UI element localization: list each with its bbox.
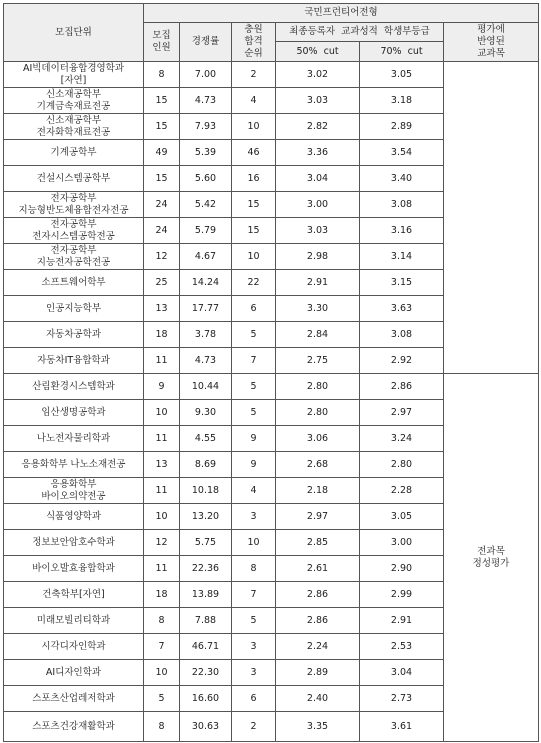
table-row (4, 62, 539, 88)
quota-cell: 5 (144, 686, 180, 712)
ratio-cell: 4.73 (180, 348, 232, 374)
quota-cell: 9 (144, 374, 180, 400)
unit-cell: 식품영양학과 (4, 504, 144, 530)
cut70-cell: 2.28 (360, 478, 444, 504)
cut50-cell: 2.18 (276, 478, 360, 504)
quota-cell: 11 (144, 426, 180, 452)
quota-cell: 18 (144, 322, 180, 348)
quota-cell: 12 (144, 530, 180, 556)
reflected-subjects-cell-empty (444, 62, 539, 374)
waitlist-rank-cell: 7 (232, 582, 276, 608)
cut70-cell: 3.40 (360, 166, 444, 192)
ratio-cell: 9.30 (180, 400, 232, 426)
cut50-cell: 2.86 (276, 582, 360, 608)
unit-cell: 신소재공학부 기계금속재료전공 (4, 88, 144, 114)
ratio-cell: 22.30 (180, 660, 232, 686)
cut50-cell: 2.40 (276, 686, 360, 712)
ratio-cell: 7.00 (180, 62, 232, 88)
quota-cell: 10 (144, 660, 180, 686)
waitlist-rank-cell: 5 (232, 322, 276, 348)
cut50-cell: 3.36 (276, 140, 360, 166)
quota-cell: 11 (144, 556, 180, 582)
cut70-cell: 2.80 (360, 452, 444, 478)
ratio-cell: 5.79 (180, 218, 232, 244)
quota-cell: 24 (144, 218, 180, 244)
waitlist-rank-cell: 2 (232, 712, 276, 742)
ratio-cell: 5.42 (180, 192, 232, 218)
cut70-cell: 3.24 (360, 426, 444, 452)
quota-cell: 10 (144, 400, 180, 426)
table-row (4, 374, 539, 400)
waitlist-rank-cell: 3 (232, 660, 276, 686)
unit-cell: 응용화학부 바이오의약전공 (4, 478, 144, 504)
ratio-cell: 22.36 (180, 556, 232, 582)
unit-cell: 바이오발효융합학과 (4, 556, 144, 582)
waitlist-rank-cell: 5 (232, 374, 276, 400)
cut70-cell: 2.86 (360, 374, 444, 400)
ratio-cell: 4.55 (180, 426, 232, 452)
waitlist-rank-cell: 6 (232, 686, 276, 712)
cut50-cell: 2.91 (276, 270, 360, 296)
cut50-cell: 3.35 (276, 712, 360, 742)
cut50-cell: 2.80 (276, 400, 360, 426)
waitlist-rank-cell: 10 (232, 530, 276, 556)
ratio-cell: 13.89 (180, 582, 232, 608)
cut50-cell: 2.86 (276, 608, 360, 634)
admissions-results-table (3, 3, 539, 742)
cut50-cell: 2.24 (276, 634, 360, 660)
cut70-cell: 3.63 (360, 296, 444, 322)
quota-cell: 12 (144, 244, 180, 270)
ratio-cell: 8.69 (180, 452, 232, 478)
unit-cell: AI디자인학과 (4, 660, 144, 686)
quota-cell: 8 (144, 712, 180, 742)
cut50-cell: 3.30 (276, 296, 360, 322)
cut70-cell: 2.92 (360, 348, 444, 374)
cut50-cell: 3.03 (276, 88, 360, 114)
unit-cell: 응용화학부 나노소재전공 (4, 452, 144, 478)
quota-cell: 10 (144, 504, 180, 530)
header-track: 국민프런티어전형 (144, 4, 539, 23)
cut50-cell: 2.80 (276, 374, 360, 400)
waitlist-rank-cell: 22 (232, 270, 276, 296)
ratio-cell: 4.73 (180, 88, 232, 114)
unit-cell: 자동차공학과 (4, 322, 144, 348)
quota-cell: 13 (144, 452, 180, 478)
ratio-cell: 7.88 (180, 608, 232, 634)
cut70-cell: 3.08 (360, 322, 444, 348)
unit-cell: 미래모빌리티학과 (4, 608, 144, 634)
quota-cell: 8 (144, 608, 180, 634)
waitlist-rank-cell: 9 (232, 452, 276, 478)
header-reflected-subjects: 평가에 반영된 교과목 (444, 23, 539, 62)
reflected-subjects-all: 전과목 정성평가 (444, 374, 539, 742)
quota-cell: 13 (144, 296, 180, 322)
unit-cell: AI빅데이터융합경영학과 [자연] (4, 62, 144, 88)
waitlist-rank-cell: 16 (232, 166, 276, 192)
cut70-cell: 2.91 (360, 608, 444, 634)
ratio-cell: 5.75 (180, 530, 232, 556)
quota-cell: 8 (144, 62, 180, 88)
header-waitlist-rank: 충원 합격 순위 (232, 23, 276, 62)
cut70-cell: 3.18 (360, 88, 444, 114)
unit-cell: 자동차IT융합학과 (4, 348, 144, 374)
cut70-cell: 3.05 (360, 62, 444, 88)
cut70-cell: 2.73 (360, 686, 444, 712)
waitlist-rank-cell: 3 (232, 634, 276, 660)
cut50-cell: 2.61 (276, 556, 360, 582)
quota-cell: 24 (144, 192, 180, 218)
waitlist-rank-cell: 6 (232, 296, 276, 322)
quota-cell: 15 (144, 88, 180, 114)
header-grades: 최종등록자 교과성적 학생부등급 (276, 23, 444, 42)
cut70-cell: 3.15 (360, 270, 444, 296)
ratio-cell: 46.71 (180, 634, 232, 660)
cut50-cell: 3.02 (276, 62, 360, 88)
cut70-cell: 3.08 (360, 192, 444, 218)
cut70-cell: 2.99 (360, 582, 444, 608)
cut50-cell: 3.06 (276, 426, 360, 452)
ratio-cell: 3.78 (180, 322, 232, 348)
cut70-cell: 3.16 (360, 218, 444, 244)
cut70-cell: 3.05 (360, 504, 444, 530)
quota-cell: 15 (144, 114, 180, 140)
unit-cell: 스포츠산업레저학과 (4, 686, 144, 712)
ratio-cell: 5.39 (180, 140, 232, 166)
waitlist-rank-cell: 9 (232, 426, 276, 452)
cut50-cell: 2.85 (276, 530, 360, 556)
table-body (4, 62, 539, 742)
waitlist-rank-cell: 2 (232, 62, 276, 88)
cut50-cell: 3.04 (276, 166, 360, 192)
cut50-cell: 2.75 (276, 348, 360, 374)
unit-cell: 임산생명공학과 (4, 400, 144, 426)
waitlist-rank-cell: 5 (232, 400, 276, 426)
unit-cell: 스포츠건강재활학과 (4, 712, 144, 742)
cut50-cell: 2.82 (276, 114, 360, 140)
waitlist-rank-cell: 15 (232, 218, 276, 244)
cut70-cell: 3.04 (360, 660, 444, 686)
cut50-cell: 2.98 (276, 244, 360, 270)
ratio-cell: 10.44 (180, 374, 232, 400)
unit-cell: 소프트웨어학부 (4, 270, 144, 296)
cut70-cell: 2.97 (360, 400, 444, 426)
unit-cell: 정보보안암호수학과 (4, 530, 144, 556)
unit-cell: 시각디자인학과 (4, 634, 144, 660)
cut50-cell: 2.68 (276, 452, 360, 478)
header-quota: 모집 인원 (144, 23, 180, 62)
cut50-cell: 2.89 (276, 660, 360, 686)
header-cut70: 70% cut (360, 42, 444, 62)
cut70-cell: 3.14 (360, 244, 444, 270)
quota-cell: 11 (144, 348, 180, 374)
cut70-cell: 3.61 (360, 712, 444, 742)
cut50-cell: 3.00 (276, 192, 360, 218)
cut50-cell: 2.97 (276, 504, 360, 530)
quota-cell: 25 (144, 270, 180, 296)
ratio-cell: 7.93 (180, 114, 232, 140)
cut70-cell: 2.89 (360, 114, 444, 140)
unit-cell: 전자공학부 지능형반도체융합전자전공 (4, 192, 144, 218)
unit-cell: 인공지능학부 (4, 296, 144, 322)
quota-cell: 49 (144, 140, 180, 166)
unit-cell: 전자공학부 전자시스템공학전공 (4, 218, 144, 244)
quota-cell: 15 (144, 166, 180, 192)
cut50-cell: 2.84 (276, 322, 360, 348)
waitlist-rank-cell: 4 (232, 478, 276, 504)
waitlist-rank-cell: 5 (232, 608, 276, 634)
ratio-cell: 30.63 (180, 712, 232, 742)
quota-cell: 18 (144, 582, 180, 608)
ratio-cell: 13.20 (180, 504, 232, 530)
header-unit: 모집단위 (4, 4, 144, 62)
ratio-cell: 10.18 (180, 478, 232, 504)
unit-cell: 산림환경시스템학과 (4, 374, 144, 400)
waitlist-rank-cell: 10 (232, 244, 276, 270)
waitlist-rank-cell: 8 (232, 556, 276, 582)
unit-cell: 전자공학부 지능전자공학전공 (4, 244, 144, 270)
waitlist-rank-cell: 7 (232, 348, 276, 374)
waitlist-rank-cell: 15 (232, 192, 276, 218)
header-cut50: 50% cut (276, 42, 360, 62)
ratio-cell: 16.60 (180, 686, 232, 712)
waitlist-rank-cell: 46 (232, 140, 276, 166)
ratio-cell: 17.77 (180, 296, 232, 322)
waitlist-rank-cell: 3 (232, 504, 276, 530)
ratio-cell: 14.24 (180, 270, 232, 296)
quota-cell: 7 (144, 634, 180, 660)
cut70-cell: 2.90 (360, 556, 444, 582)
unit-cell: 건축학부[자연] (4, 582, 144, 608)
ratio-cell: 4.67 (180, 244, 232, 270)
cut70-cell: 2.53 (360, 634, 444, 660)
waitlist-rank-cell: 4 (232, 88, 276, 114)
unit-cell: 신소재공학부 전자화학재료전공 (4, 114, 144, 140)
quota-cell: 11 (144, 478, 180, 504)
waitlist-rank-cell: 10 (232, 114, 276, 140)
cut70-cell: 3.00 (360, 530, 444, 556)
cut50-cell: 3.03 (276, 218, 360, 244)
unit-cell: 건설시스템공학부 (4, 166, 144, 192)
unit-cell: 나노전자물리학과 (4, 426, 144, 452)
unit-cell: 기계공학부 (4, 140, 144, 166)
cut70-cell: 3.54 (360, 140, 444, 166)
header-ratio: 경쟁률 (180, 23, 232, 62)
ratio-cell: 5.60 (180, 166, 232, 192)
